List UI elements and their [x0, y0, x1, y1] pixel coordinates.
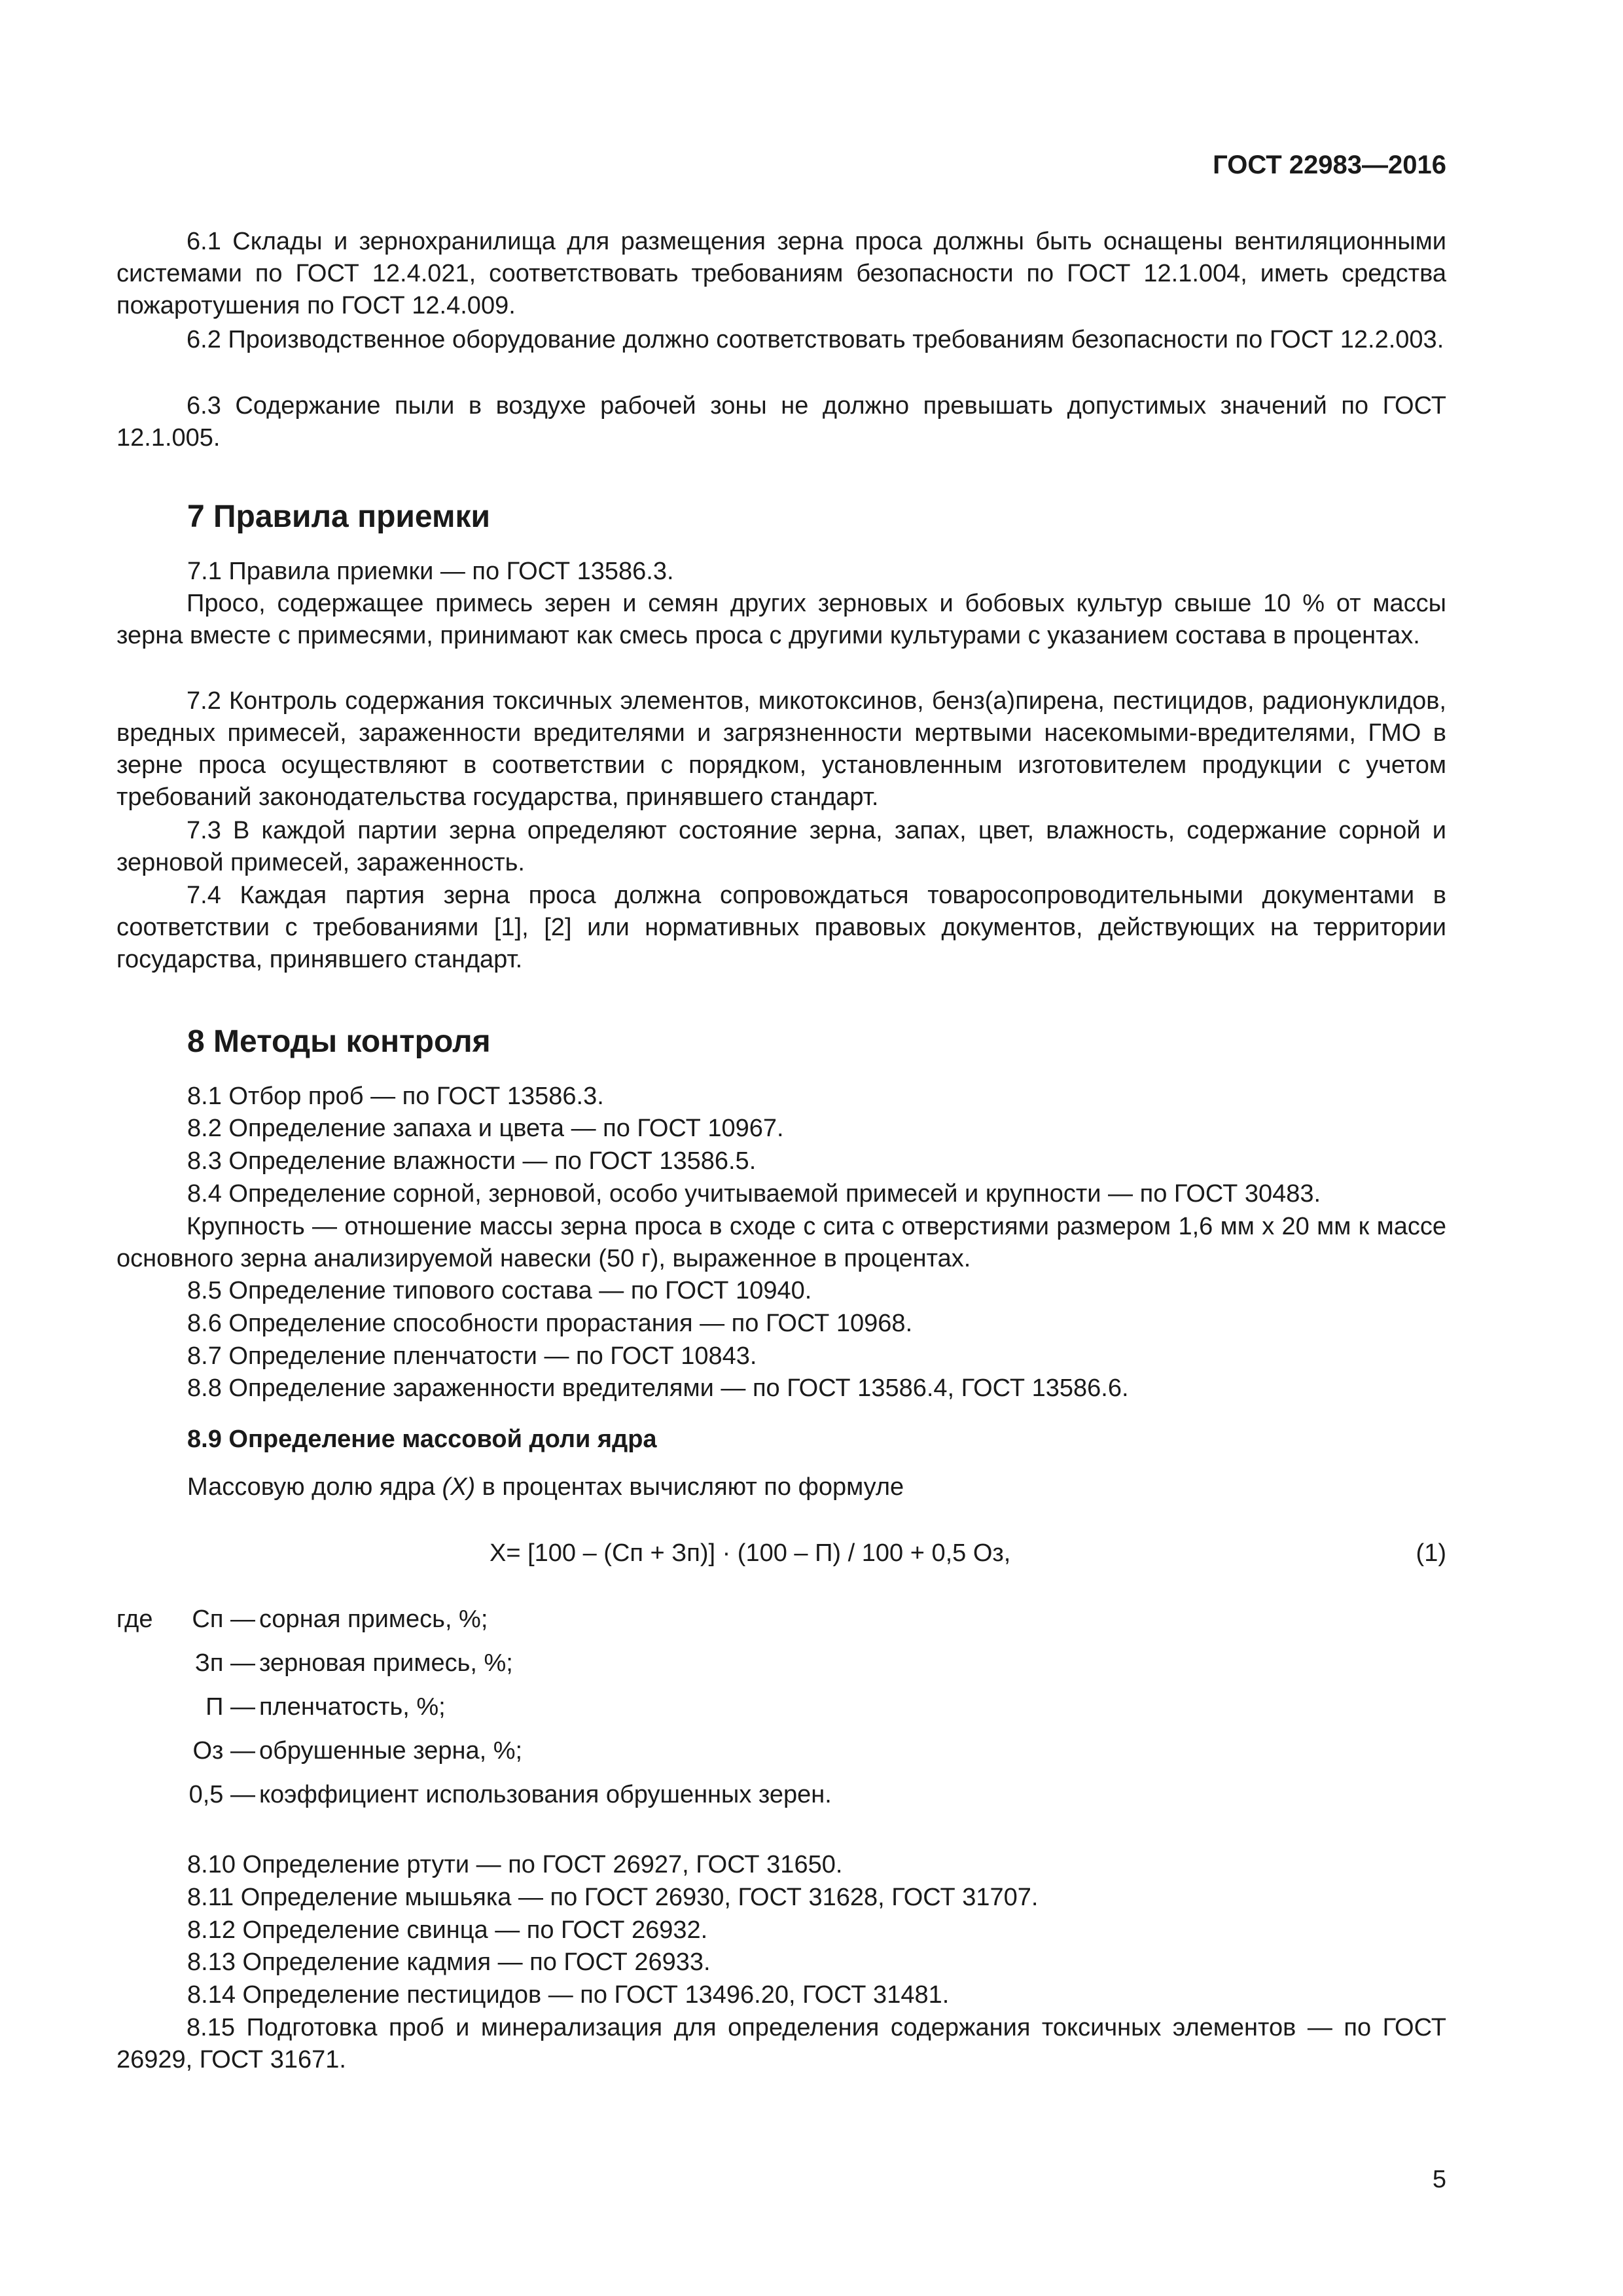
formula-intro-end: в процентах вычисляют по формуле	[475, 1473, 904, 1501]
paragraph-8-12: 8.12 Определение свинца — по ГОСТ 26932.	[187, 1916, 708, 1944]
formula-number: (1)	[1416, 1539, 1446, 1567]
legend-definition: зерновая примесь, %;	[259, 1649, 513, 1677]
where-label: где	[116, 1605, 153, 1633]
paragraph-6-1: 6.1 Склады и зернохранилища для размещения зерна проса должны быть оснащены вентиляционными системами по ГОСТ 12.4.021, соответствовать требованиям безопасности по ГОСТ 12.1.004, иметь средства пожаротушения по ГОСТ 12.4.009.	[116, 228, 1446, 319]
paragraph-8-4: 8.4 Определение сорной, зерновой, особо учитываемой примесей и крупности — по ГОСТ 30483.	[187, 1180, 1321, 1208]
paragraph-7-1: 7.1 Правила приемки — по ГОСТ 13586.3.	[187, 558, 674, 585]
paragraph-8-8: 8.8 Определение зараженности вредителями — по ГОСТ 13586.4, ГОСТ 13586.6.	[187, 1374, 1129, 1402]
legend-symbol: Сп —	[192, 1605, 255, 1633]
formula-intro-start: Массовую долю ядра	[187, 1473, 442, 1501]
paragraph-8-4-continued: Крупность — отношение массы зерна проса в сходе с сита с отверстиями размером 1,6 мм х 20 мм к массе основного зерна анализируемой навески (50 г), выраженное в процентах.	[116, 1213, 1446, 1272]
formula: X= [100 – (Сп + Зп)] · (100 – П) / 100 + 0,5 Оз,	[490, 1539, 1011, 1567]
legend-symbol: 0,5 —	[188, 1781, 255, 1808]
document-code: ГОСТ 22983—2016	[1213, 151, 1446, 179]
paragraph-8-10: 8.10 Определение ртути — по ГОСТ 26927, ГОСТ 31650.	[187, 1851, 843, 1878]
paragraph-8-1: 8.1 Отбор проб — по ГОСТ 13586.3.	[187, 1083, 604, 1110]
page-number: 5	[1432, 2166, 1446, 2193]
formula-intro	[187, 1471, 904, 1503]
paragraph-8-14: 8.14 Определение пестицидов — по ГОСТ 13496.20, ГОСТ 31481.	[187, 1981, 950, 2009]
legend-symbol: Зп —	[194, 1649, 255, 1677]
subsection-8-9-heading: 8.9 Определение массовой доли ядра	[187, 1426, 657, 1453]
paragraph-7-1-continued: Просо, содержащее примесь зерен и семян других зерновых и бобовых культур свыше 10 % от массы зерна вместе с примесями, принимают как смесь проса с другими культурами с указанием состава в процентах.	[116, 590, 1446, 649]
paragraph-8-11: 8.11 Определение мышьяка — по ГОСТ 26930, ГОСТ 31628, ГОСТ 31707.	[187, 1884, 1039, 1911]
legend-symbol: Оз —	[192, 1737, 255, 1765]
section-7-heading: 7 Правила приемки	[187, 499, 491, 534]
paragraph-8-2: 8.2 Определение запаха и цвета — по ГОСТ 10967.	[187, 1115, 784, 1142]
legend-definition: пленчатость, %;	[259, 1693, 446, 1721]
legend-definition: сорная примесь, %;	[259, 1605, 488, 1633]
legend-definition: обрушенные зерна, %;	[259, 1737, 523, 1765]
section-8-heading: 8 Методы контроля	[187, 1024, 491, 1059]
paragraph-6-3: 6.3 Содержание пыли в воздухе рабочей зоны не должно превышать допустимых значений по ГОСТ 12.1.005.	[116, 392, 1446, 452]
paragraph-7-4: 7.4 Каждая партия зерна проса должна сопровождаться товаросопроводительными документами в соответствии с требованиями [1], [2] или нормативных правовых документов, действующих на территории государства, принявшего стандарт.	[116, 882, 1446, 973]
paragraph-8-15: 8.15 Подготовка проб и минерализация для определения содержания токсичных элементов — по ГОСТ 26929, ГОСТ 31671.	[116, 2014, 1446, 2073]
paragraph-8-6: 8.6 Определение способности прорастания — по ГОСТ 10968.	[187, 1310, 913, 1337]
paragraph-7-3: 7.3 В каждой партии зерна определяют состояние зерна, запах, цвет, влажность, содержание сорной и зерновой примесей, зараженность.	[116, 817, 1446, 876]
paragraph-6-2: 6.2 Производственное оборудование должно соответствовать требованиям безопасности по ГОСТ 12.2.003.	[187, 326, 1444, 353]
legend-definition: коэффициент использования обрушенных зерен.	[259, 1781, 832, 1808]
legend-symbol: П —	[205, 1693, 255, 1721]
paragraph-8-5: 8.5 Определение типового состава — по ГОСТ 10940.	[187, 1277, 812, 1304]
formula-variable: (X)	[442, 1473, 476, 1501]
paragraph-8-7: 8.7 Определение пленчатости — по ГОСТ 10843.	[187, 1342, 757, 1370]
paragraph-7-2: 7.2 Контроль содержания токсичных элементов, микотоксинов, бенз(а)пирена, пестицидов, радионуклидов, вредных примесей, зараженности вредителями и загрязненности мертвыми насекомыми-вредителями, ГМО в зерне проса осуществляют в соответствии с порядком, установленным изготовителем продукции с учетом требований законодательства государства, принявшего стандарт.	[116, 687, 1446, 811]
paragraph-8-13: 8.13 Определение кадмия — по ГОСТ 26933.	[187, 1948, 711, 1976]
paragraph-8-3: 8.3 Определение влажности — по ГОСТ 13586.5.	[187, 1147, 757, 1175]
